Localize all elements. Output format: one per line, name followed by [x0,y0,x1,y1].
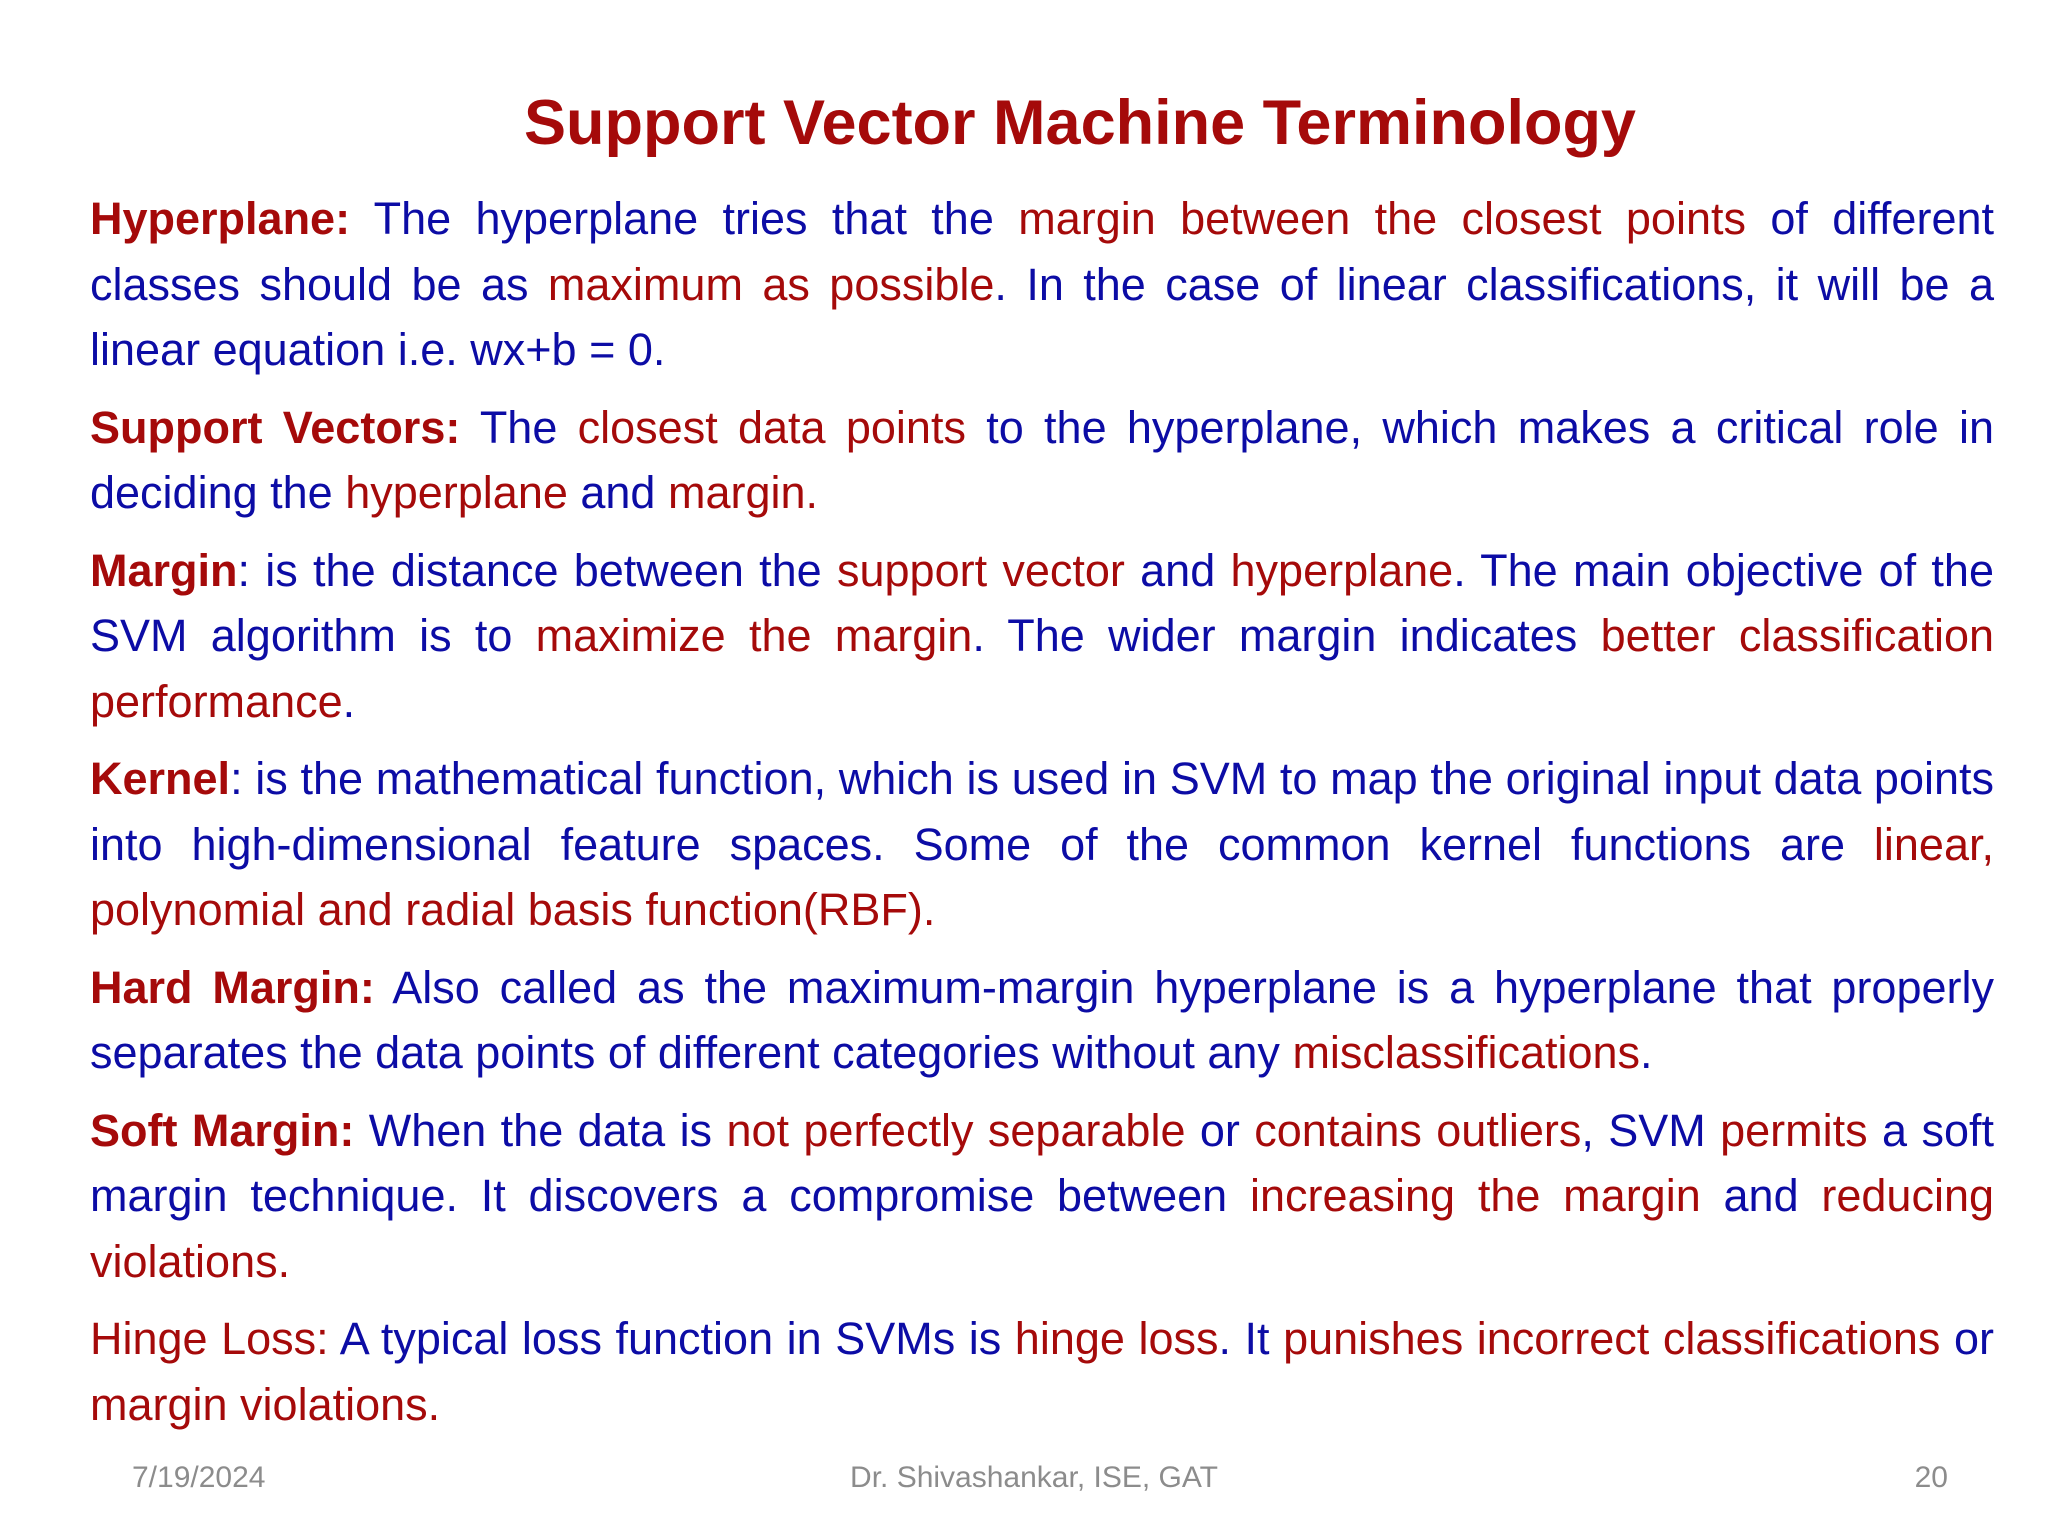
text-segment: linear, polynomial and radial basis function(RBF). [90,818,1994,935]
paragraph-soft-margin [90,1098,1994,1295]
term-label: Support Vectors: [90,401,461,453]
text-segment: . In the case of linear classifications, it will be a linear equation i.e. wx+b = 0. [90,258,1994,375]
text-segment: or [1940,1313,1994,1364]
slide-page-number: 20 [1914,1461,1948,1494]
text-segment: hyperplane [345,467,568,518]
text-segment: misclassifications [1292,1027,1641,1078]
text-segment: and [567,467,668,518]
paragraph-hyperplane [90,186,1994,383]
paragraph-kernel [90,746,1994,943]
text-segment: not perfectly separable [726,1104,1186,1156]
text-segment: or [1185,1104,1255,1156]
text-segment: maximum as possible [547,258,995,310]
text-segment: A typical loss function in SVMs is [328,1313,1015,1364]
text-segment: The hyperplane tries that the [350,193,1019,244]
text-segment: of different classes should be as [90,193,1994,310]
paragraph-support-vectors [90,395,1994,526]
text-segment: margin between the closest points [1018,193,1746,244]
term-label: Margin [90,544,238,596]
paragraph-hinge-loss [90,1306,1994,1437]
text-segment: a soft margin technique. It discovers a compromise between [90,1104,1994,1221]
text-segment: hyperplane [1230,544,1454,596]
text-segment: margin. [667,467,819,518]
text-segment: and [1124,544,1231,596]
slide-body [90,186,1994,1449]
slide-title: Support Vector Machine Terminology [524,88,1636,158]
term-label: Hyperplane: [90,193,351,244]
text-segment: Also called as the maximum-margin hyperplane is a hyperplane that properly separates the data points of different categories without any [90,961,1994,1078]
text-segment: : is the mathematical function, which is used in SVM to map the original input data points into high-dimensional feature spaces. Some of the common kernel functions are [90,753,1994,870]
text-segment: . [1640,1027,1653,1078]
text-segment: and [1700,1170,1822,1221]
text-segment: margin violations. [90,1378,441,1430]
paragraph-margin [90,538,1994,735]
text-segment: reducing violations. [90,1170,1994,1287]
text-segment: contains outliers [1254,1104,1582,1156]
text-segment: . The main objective of the SVM algorithm is to [90,544,1994,661]
text-segment: closest data points [577,401,966,453]
text-segment: maximize the margin [535,610,973,661]
term-label: Soft Margin: [90,1104,355,1156]
text-segment: punishes incorrect classifications [1283,1313,1941,1364]
text-segment: better classification performance [90,610,1994,727]
text-segment: hinge loss [1014,1313,1219,1364]
text-segment: support vector [836,544,1125,596]
text-segment: . It [1218,1313,1284,1364]
text-segment: permits [1720,1104,1868,1156]
text-segment: . The wider margin indicates [972,610,1601,661]
text-segment: The [460,401,578,453]
term-label: Kernel [90,753,231,804]
text-segment: increasing the margin [1249,1170,1701,1221]
text-segment: to the hyperplane, which makes a critical role in deciding the [90,401,1994,518]
text-segment: When the data is [354,1104,727,1156]
text-segment: : is the distance between the [237,544,837,596]
footer-date: 7/19/2024 [132,1461,266,1494]
term-label: Hinge Loss: [90,1313,329,1364]
paragraph-hard-margin [90,955,1994,1086]
footer-author: Dr. Shivashankar, ISE, GAT [850,1461,1218,1494]
term-label: Hard Margin: [90,961,375,1013]
text-segment: . [342,675,356,727]
text-segment: , SVM [1581,1104,1721,1156]
